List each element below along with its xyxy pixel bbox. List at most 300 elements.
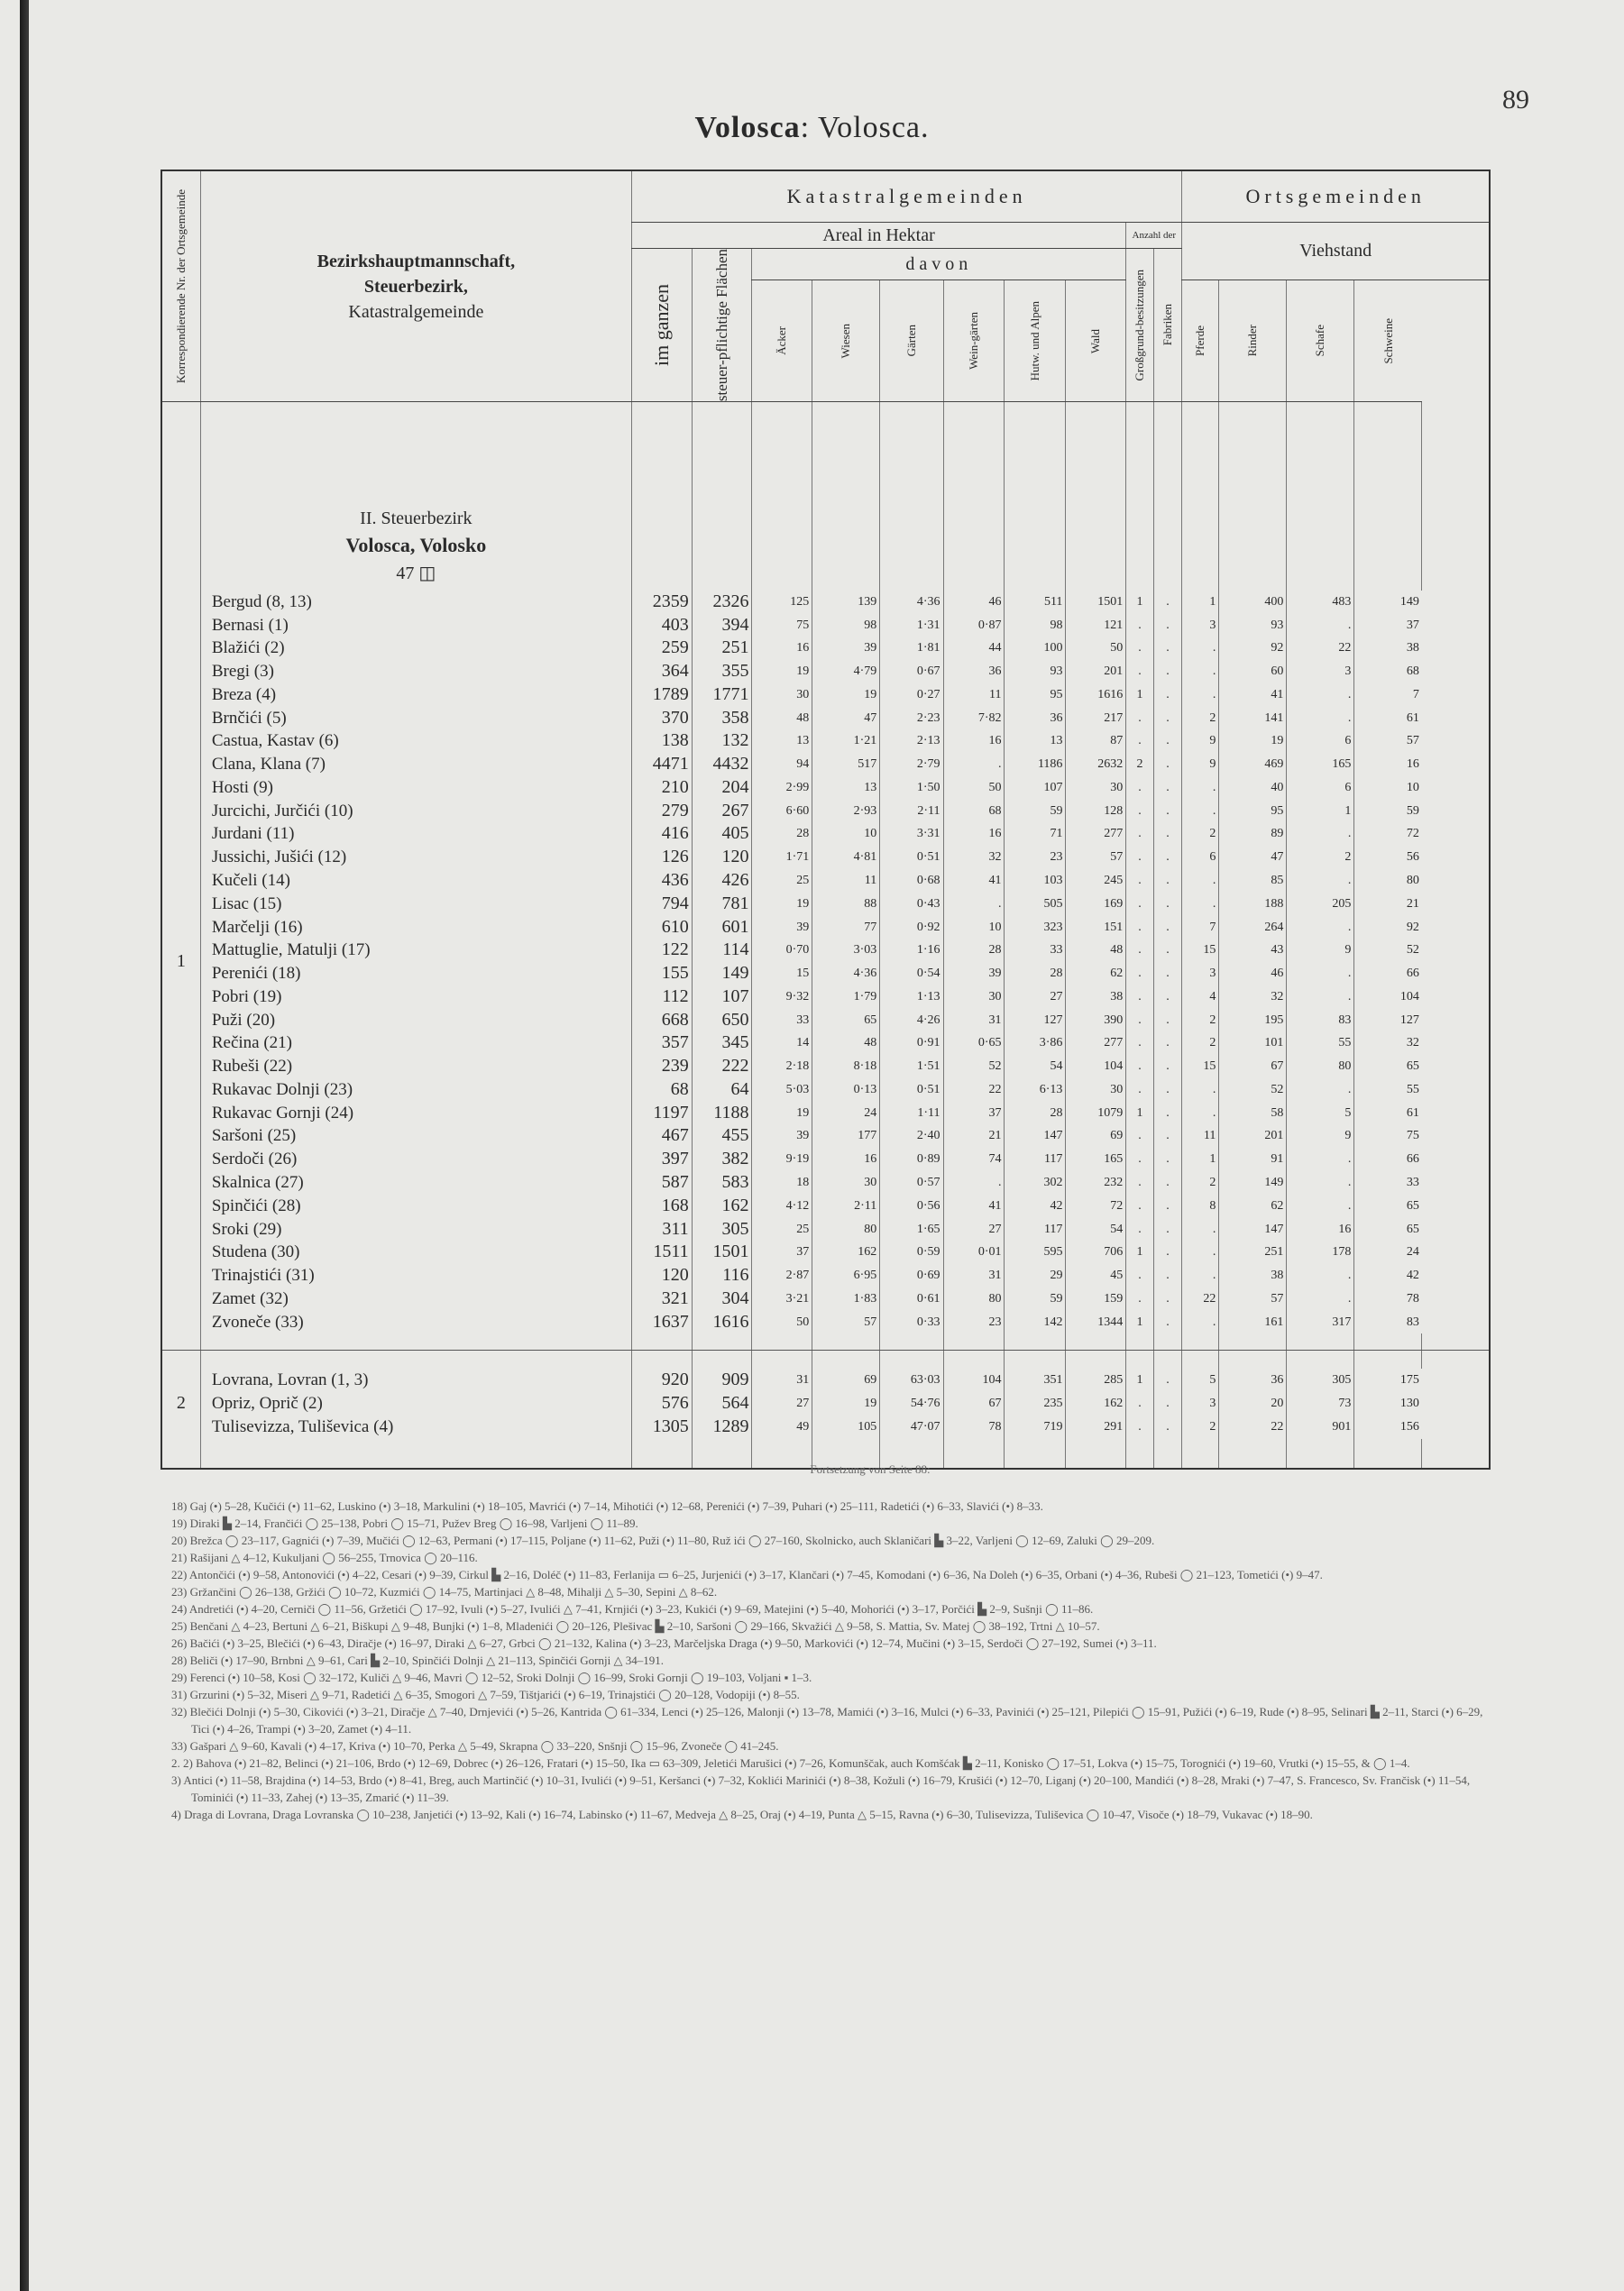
cell-s: 1771 — [692, 683, 752, 707]
cell-sw: 16 — [1354, 753, 1422, 776]
cell-w: 3·03 — [812, 939, 880, 962]
table-row — [161, 1031, 1490, 1055]
cell-h: 54 — [1005, 1055, 1066, 1078]
cell-t: 126 — [631, 846, 692, 869]
cell-f: . — [1153, 1369, 1182, 1392]
table-row — [161, 1171, 1490, 1195]
cell-r: 85 — [1219, 869, 1287, 893]
cell-sw: 68 — [1354, 660, 1422, 683]
table-row — [161, 1369, 1490, 1392]
cell-gb: . — [1126, 1124, 1153, 1148]
table-row — [161, 1288, 1490, 1311]
cell-s: 382 — [692, 1148, 752, 1171]
wiesen-header: Wiesen — [812, 280, 880, 402]
cell-wg: 41 — [943, 1195, 1005, 1218]
cell-sc: 178 — [1287, 1241, 1354, 1264]
katastralgemeinde-name: Trinajstići (31) — [200, 1264, 631, 1288]
cell-p: . — [1182, 660, 1219, 683]
cell-w: 39 — [812, 637, 880, 660]
cell-g: 54·76 — [880, 1392, 943, 1416]
cell-sc: . — [1287, 1195, 1354, 1218]
cell-wa: 62 — [1066, 962, 1126, 985]
footnotes — [171, 1461, 1488, 1823]
cell-t: 416 — [631, 823, 692, 847]
cell-sw: 127 — [1354, 1009, 1422, 1032]
cell-t: 370 — [631, 707, 692, 730]
cell-g: 2·13 — [880, 729, 943, 753]
katastralgemeinde-name: Jurcichi, Jurčići (10) — [200, 800, 631, 823]
cell-sw: 65 — [1354, 1055, 1422, 1078]
katastralgemeinde-name: Lisac (15) — [200, 893, 631, 916]
cell-s: 162 — [692, 1195, 752, 1218]
cell-s: 781 — [692, 893, 752, 916]
cell-a: 13 — [752, 729, 812, 753]
cell-a: 19 — [752, 893, 812, 916]
cell-g: 3·31 — [880, 823, 943, 847]
cell-w: 1·83 — [812, 1288, 880, 1311]
cell-t: 1637 — [631, 1311, 692, 1334]
cell-h: 100 — [1005, 637, 1066, 660]
cell-t: 587 — [631, 1171, 692, 1195]
cell-f: . — [1153, 683, 1182, 707]
footnote-item: 32) Blečići Dolnji (•) 5–30, Cikovići (•) 3–21, Diračje △ 7–40, Drnjevići (•) 5–26, Kantrida ◯ 61–334, Lenci (•) 25–126, Malonji (•) 13–78, Mamići (•) 3–16, Mulci (•) 6–33, Pavinići (•) 25–121, Pilepići ◯ 15–91, Pužići (•) 6–19, Rude (•) 8–95, Selinari ▙ 2–11, Starci (•) 6–29, Tici (•) 4–26, Trampi (•) 3–20, Zamet (•) 4–11. — [171, 1705, 1483, 1736]
katastralgemeinde-name: Perenići (18) — [200, 962, 631, 985]
cell-wa: 38 — [1066, 985, 1126, 1009]
katastralgemeinde-name: Brnčići (5) — [200, 707, 631, 730]
schafe-header: Schafe — [1287, 280, 1354, 402]
cell-gb: . — [1126, 869, 1153, 893]
cell-sc: 9 — [1287, 939, 1354, 962]
cell-wg: 23 — [943, 1311, 1005, 1334]
cell-g: 1·51 — [880, 1055, 943, 1078]
cell-h: 3·86 — [1005, 1031, 1066, 1055]
table-row — [161, 962, 1490, 985]
cell-r: 47 — [1219, 846, 1287, 869]
cell-g: 0·51 — [880, 1078, 943, 1102]
cell-p: 9 — [1182, 729, 1219, 753]
table-row — [161, 893, 1490, 916]
wein-header: Wein-gärten — [943, 280, 1005, 402]
cell-p: . — [1182, 683, 1219, 707]
cell-sc: . — [1287, 614, 1354, 637]
cell-wa: 69 — [1066, 1124, 1126, 1148]
cell-f: . — [1153, 1311, 1182, 1334]
footnote-item: 19) Diraki ▙ 2–14, Frančići ◯ 25–138, Pobri ◯ 15–71, Pužev Breg ◯ 16–98, Varljeni ◯ 11–89. — [171, 1517, 638, 1530]
katastralgemeinde-name: Rečina (21) — [200, 1031, 631, 1055]
cell-f: . — [1153, 729, 1182, 753]
cell-t: 122 — [631, 939, 692, 962]
cell-p: 15 — [1182, 939, 1219, 962]
cell-p: 2 — [1182, 1031, 1219, 1055]
cell-h: 235 — [1005, 1392, 1066, 1416]
cell-p: 6 — [1182, 846, 1219, 869]
cell-a: 9·19 — [752, 1148, 812, 1171]
cell-t: 68 — [631, 1078, 692, 1102]
cell-w: 24 — [812, 1102, 880, 1125]
cell-t: 120 — [631, 1264, 692, 1288]
cell-s: 4432 — [692, 753, 752, 776]
cell-sw: 24 — [1354, 1241, 1422, 1264]
cell-h: 505 — [1005, 893, 1066, 916]
cell-sc: 73 — [1287, 1392, 1354, 1416]
footnote-item: 18) Gaj (•) 5–28, Kučići (•) 11–62, Luskino (•) 3–18, Markulini (•) 18–105, Mavrići (•) 7–14, Mihotići (•) 12–68, Perenići (•) 7–39, Puhari (•) 25–111, Radetići (•) 6–33, Slavići (•) 8–33. — [171, 1499, 1043, 1513]
cell-sc: 5 — [1287, 1102, 1354, 1125]
cell-wa: 232 — [1066, 1171, 1126, 1195]
cell-p: 2 — [1182, 1171, 1219, 1195]
cell-f: . — [1153, 591, 1182, 614]
cell-p: 5 — [1182, 1369, 1219, 1392]
cell-g: 0·91 — [880, 1031, 943, 1055]
table-row — [161, 1218, 1490, 1242]
cell-a: 39 — [752, 1124, 812, 1148]
cell-g: 1·65 — [880, 1218, 943, 1242]
cell-r: 32 — [1219, 985, 1287, 1009]
cell-t: 668 — [631, 1009, 692, 1032]
cell-g: 0·56 — [880, 1195, 943, 1218]
cell-sc: . — [1287, 823, 1354, 847]
cell-w: 13 — [812, 776, 880, 800]
cell-wa: 245 — [1066, 869, 1126, 893]
table-row — [161, 916, 1490, 939]
cell-h: 28 — [1005, 1102, 1066, 1125]
fabriken-header: Fabriken — [1153, 249, 1182, 402]
cell-f: . — [1153, 753, 1182, 776]
cell-sw: 59 — [1354, 800, 1422, 823]
footnote-item: 26) Bačići (•) 3–25, Blečići (•) 6–43, Diračje (•) 16–97, Diraki △ 6–27, Grbci ◯ 21–132, Kalina (•) 3–23, Marčeljska Draga (•) 9–50, Markovići (•) 12–74, Mučini (•) 3–15, Serdoči ◯ 27–192, Sumei (•) 3–11. — [171, 1636, 1157, 1650]
gaerten-header: Gärten — [880, 280, 943, 402]
cell-a: 3·21 — [752, 1288, 812, 1311]
cell-sc: 6 — [1287, 776, 1354, 800]
cell-g: 0·51 — [880, 846, 943, 869]
cell-w: 65 — [812, 1009, 880, 1032]
cell-w: 517 — [812, 753, 880, 776]
cell-r: 22 — [1219, 1416, 1287, 1439]
cell-f: . — [1153, 707, 1182, 730]
cell-gb: . — [1126, 776, 1153, 800]
cell-a: 39 — [752, 916, 812, 939]
cell-s: 132 — [692, 729, 752, 753]
cell-wa: 57 — [1066, 846, 1126, 869]
cell-p: 4 — [1182, 985, 1219, 1009]
cell-r: 400 — [1219, 591, 1287, 614]
katastralgemeinde-name: Bernasi (1) — [200, 614, 631, 637]
cell-gb: . — [1126, 637, 1153, 660]
davon-header: davon — [752, 249, 1126, 280]
cell-r: 89 — [1219, 823, 1287, 847]
cell-a: 1·71 — [752, 846, 812, 869]
cell-r: 38 — [1219, 1264, 1287, 1288]
cell-sw: 52 — [1354, 939, 1422, 962]
cell-w: 1·79 — [812, 985, 880, 1009]
cell-sc: 317 — [1287, 1311, 1354, 1334]
cell-a: 31 — [752, 1369, 812, 1392]
cell-a: 28 — [752, 823, 812, 847]
katastralgemeinde-name: Hosti (9) — [200, 776, 631, 800]
cell-s: 1188 — [692, 1102, 752, 1125]
cell-a: 25 — [752, 1218, 812, 1242]
cell-wa: 128 — [1066, 800, 1126, 823]
cell-f: . — [1153, 1055, 1182, 1078]
cell-sw: 33 — [1354, 1171, 1422, 1195]
katastralgemeinde-name: Castua, Kastav (6) — [200, 729, 631, 753]
cell-a: 48 — [752, 707, 812, 730]
cell-p: . — [1182, 1078, 1219, 1102]
cell-s: 405 — [692, 823, 752, 847]
cell-sw: 175 — [1354, 1369, 1422, 1392]
cell-wa: 121 — [1066, 614, 1126, 637]
cell-h: 28 — [1005, 962, 1066, 985]
cell-gb: . — [1126, 893, 1153, 916]
cell-t: 1197 — [631, 1102, 692, 1125]
cell-wa: 169 — [1066, 893, 1126, 916]
cell-h: 117 — [1005, 1148, 1066, 1171]
cell-w: 98 — [812, 614, 880, 637]
cell-h: 33 — [1005, 939, 1066, 962]
table-row — [161, 1416, 1490, 1439]
cell-sc: 2 — [1287, 846, 1354, 869]
cell-gb: 2 — [1126, 753, 1153, 776]
table-row — [161, 1195, 1490, 1218]
cell-a: 5·03 — [752, 1078, 812, 1102]
cell-f: . — [1153, 1264, 1182, 1288]
cell-h: 117 — [1005, 1218, 1066, 1242]
cell-sc: 205 — [1287, 893, 1354, 916]
cell-g: 4·26 — [880, 1009, 943, 1032]
table-row — [161, 1392, 1490, 1416]
cell-g: 1·81 — [880, 637, 943, 660]
cell-g: 1·50 — [880, 776, 943, 800]
cell-wg: 52 — [943, 1055, 1005, 1078]
cell-s: 564 — [692, 1392, 752, 1416]
cell-r: 41 — [1219, 683, 1287, 707]
cell-wg: 27 — [943, 1218, 1005, 1242]
cell-r: 469 — [1219, 753, 1287, 776]
cell-s: 601 — [692, 916, 752, 939]
cell-sc: 6 — [1287, 729, 1354, 753]
katastralgemeinde-name: Skalnica (27) — [200, 1171, 631, 1195]
footnote-item: 24) Andretići (•) 4–20, Cerniči ◯ 11–56, Gržetići ◯ 17–92, Ivuli (•) 5–27, Ivulići △ 7–41, Krnjići (•) 3–23, Kukići (•) 9–69, Matejini (•) 5–40, Mohorići (•) 3–17, Porčići ▙ 2–9, Sušnji ◯ 11–86. — [171, 1602, 1094, 1616]
cell-s: 305 — [692, 1218, 752, 1242]
table-row — [161, 1241, 1490, 1264]
cell-gb: . — [1126, 1195, 1153, 1218]
cell-p: 2 — [1182, 1416, 1219, 1439]
cell-f: . — [1153, 1218, 1182, 1242]
cell-h: 323 — [1005, 916, 1066, 939]
cell-a: 75 — [752, 614, 812, 637]
cell-s: 120 — [692, 846, 752, 869]
cell-w: 30 — [812, 1171, 880, 1195]
cell-sc: . — [1287, 1288, 1354, 1311]
cell-g: 0·69 — [880, 1264, 943, 1288]
cell-t: 576 — [631, 1392, 692, 1416]
cell-f: . — [1153, 1392, 1182, 1416]
cell-f: . — [1153, 1288, 1182, 1311]
cell-wa: 277 — [1066, 823, 1126, 847]
cell-gb: 1 — [1126, 1102, 1153, 1125]
cell-p: 9 — [1182, 753, 1219, 776]
cell-sw: 149 — [1354, 591, 1422, 614]
cell-sc: . — [1287, 1148, 1354, 1171]
katastralgemeinde-name: Marčelji (16) — [200, 916, 631, 939]
cell-gb: . — [1126, 962, 1153, 985]
cell-gb: . — [1126, 707, 1153, 730]
rinder-header: Rinder — [1219, 280, 1287, 402]
cell-wg: 32 — [943, 846, 1005, 869]
cell-wa: 291 — [1066, 1416, 1126, 1439]
cell-g: 0·59 — [880, 1241, 943, 1264]
cell-r: 92 — [1219, 637, 1287, 660]
cell-gb: . — [1126, 660, 1153, 683]
cell-w: 16 — [812, 1148, 880, 1171]
cell-gb: . — [1126, 1055, 1153, 1078]
table-row — [161, 637, 1490, 660]
cell-sw: 80 — [1354, 869, 1422, 893]
cell-wa: 217 — [1066, 707, 1126, 730]
cell-p: . — [1182, 1311, 1219, 1334]
cell-sc: . — [1287, 962, 1354, 985]
cell-g: 1·11 — [880, 1102, 943, 1125]
cell-h: 127 — [1005, 1009, 1066, 1032]
cell-a: 6·60 — [752, 800, 812, 823]
cell-t: 279 — [631, 800, 692, 823]
cell-t: 436 — [631, 869, 692, 893]
cell-wa: 1501 — [1066, 591, 1126, 614]
cell-h: 42 — [1005, 1195, 1066, 1218]
table-row — [161, 1009, 1490, 1032]
cell-sw: 37 — [1354, 614, 1422, 637]
table-row — [161, 823, 1490, 847]
cell-sw: 66 — [1354, 1148, 1422, 1171]
footnote-item: 3) Antici (•) 11–58, Brajdina (•) 14–53, Brdo (•) 8–41, Breg, auch Martinčić (•) 10–31, Ivulići (•) 9–51, Keršanci (•) 7–32, Koklići Marinići (•) 8–38, Kožuli (•) 16–79, Krušići (•) 12–70, Liganj (•) 20–100, Mandići (•) 8–28, Mraki (•) 7–47, S. Francesco, Sv. Frančisk (•) 11–54, Tominići (•) 11–33, Zahej (•) 13–35, Zmarić (•) 11–39. — [171, 1773, 1471, 1804]
table-row — [161, 1055, 1490, 1078]
cell-sw: 10 — [1354, 776, 1422, 800]
cell-a: 30 — [752, 683, 812, 707]
district-heading: II. Steuerbezirk Volosca, Volosko 47 ◫ — [200, 402, 631, 591]
cell-gb: . — [1126, 729, 1153, 753]
katastralgemeinde-name: Studena (30) — [200, 1241, 631, 1264]
cell-r: 201 — [1219, 1124, 1287, 1148]
cell-gb: . — [1126, 800, 1153, 823]
cell-w: 47 — [812, 707, 880, 730]
cell-w: 2·93 — [812, 800, 880, 823]
cell-wg: 31 — [943, 1009, 1005, 1032]
cell-sw: 32 — [1354, 1031, 1422, 1055]
cell-f: . — [1153, 1031, 1182, 1055]
cell-sc: . — [1287, 1264, 1354, 1288]
cell-g: 2·11 — [880, 800, 943, 823]
cell-h: 107 — [1005, 776, 1066, 800]
katastralgemeinde-name: Jussichi, Jušići (12) — [200, 846, 631, 869]
table-row — [161, 753, 1490, 776]
anzahl-header: Anzahl der — [1126, 223, 1182, 249]
cell-t: 610 — [631, 916, 692, 939]
cell-h: 147 — [1005, 1124, 1066, 1148]
cell-g: 63·03 — [880, 1369, 943, 1392]
cell-sc: 16 — [1287, 1218, 1354, 1242]
cell-p: 1 — [1182, 1148, 1219, 1171]
cell-h: 595 — [1005, 1241, 1066, 1264]
cell-a: 4·12 — [752, 1195, 812, 1218]
cell-s: 251 — [692, 637, 752, 660]
cell-w: 162 — [812, 1241, 880, 1264]
cell-gb: 1 — [1126, 1311, 1153, 1334]
cell-a: 19 — [752, 660, 812, 683]
cell-w: 57 — [812, 1311, 880, 1334]
statistics-table — [161, 170, 1491, 1470]
cell-g: 0·61 — [880, 1288, 943, 1311]
cell-f: . — [1153, 939, 1182, 962]
cell-h: 1186 — [1005, 753, 1066, 776]
cell-p: 22 — [1182, 1288, 1219, 1311]
cell-a: 2·87 — [752, 1264, 812, 1288]
footnote-item: 21) Rašijani △ 4–12, Kukuljani ◯ 56–255, Trnovica ◯ 20–116. — [171, 1551, 478, 1564]
katastralgemeinde-name: Sroki (29) — [200, 1218, 631, 1242]
katastralgemeinde-name: Zamet (32) — [200, 1288, 631, 1311]
cell-s: 345 — [692, 1031, 752, 1055]
footnote-continued: Fortsetzung von Seite 88: — [810, 1462, 931, 1476]
cell-wg: 28 — [943, 939, 1005, 962]
cell-sc: . — [1287, 1171, 1354, 1195]
cell-p: 8 — [1182, 1195, 1219, 1218]
katastralgemeinde-name: Rukavac Gornji (24) — [200, 1102, 631, 1125]
cell-s: 114 — [692, 939, 752, 962]
cell-gb: 1 — [1126, 591, 1153, 614]
cell-wa: 159 — [1066, 1288, 1126, 1311]
katastralgemeinde-name: Saršoni (25) — [200, 1124, 631, 1148]
cell-wa: 30 — [1066, 776, 1126, 800]
katastralgemeinde-name: Rubeši (22) — [200, 1055, 631, 1078]
cell-h: 93 — [1005, 660, 1066, 683]
cell-f: . — [1153, 1416, 1182, 1439]
katastralgemeinde-name: Pobri (19) — [200, 985, 631, 1009]
cell-sw: 104 — [1354, 985, 1422, 1009]
katastralgemeinde-name: Opriz, Oprič (2) — [200, 1392, 631, 1416]
cell-r: 58 — [1219, 1102, 1287, 1125]
cell-h: 71 — [1005, 823, 1066, 847]
cell-sc: 305 — [1287, 1369, 1354, 1392]
cell-r: 101 — [1219, 1031, 1287, 1055]
cell-wa: 2632 — [1066, 753, 1126, 776]
cell-g: 2·23 — [880, 707, 943, 730]
cell-wg: 37 — [943, 1102, 1005, 1125]
cell-p: . — [1182, 1264, 1219, 1288]
cell-gb: . — [1126, 1148, 1153, 1171]
cell-sw: 156 — [1354, 1416, 1422, 1439]
cell-s: 304 — [692, 1288, 752, 1311]
cell-g: 1·13 — [880, 985, 943, 1009]
cell-gb: . — [1126, 1218, 1153, 1242]
cell-sc: . — [1287, 707, 1354, 730]
cell-w: 2·11 — [812, 1195, 880, 1218]
cell-gb: . — [1126, 1031, 1153, 1055]
cell-w: 80 — [812, 1218, 880, 1242]
cell-wg: 46 — [943, 591, 1005, 614]
cell-w: 139 — [812, 591, 880, 614]
cell-a: 2·18 — [752, 1055, 812, 1078]
name-header: Bezirkshauptmannschaft, Steuerbezirk, Katastralgemeinde — [200, 170, 631, 402]
footnote-item: 33) Gašpari △ 9–60, Kavali (•) 4–17, Kriva (•) 10–70, Perka △ 5–49, Skrapna ◯ 33–220, Snšnji ◯ 15–96, Zvoneče ◯ 41–245. — [171, 1739, 779, 1753]
cell-t: 311 — [631, 1218, 692, 1242]
cell-sc: . — [1287, 683, 1354, 707]
cell-sc: . — [1287, 985, 1354, 1009]
table-row — [161, 1264, 1490, 1288]
cell-wa: 165 — [1066, 1148, 1126, 1171]
cell-wa: 201 — [1066, 660, 1126, 683]
cell-s: 394 — [692, 614, 752, 637]
aecker-header: Äcker — [752, 280, 812, 402]
footnote-item: 23) Gržančini ◯ 26–138, Gržići ◯ 10–72, Kuzmići ◯ 14–75, Martinjaci △ 8–48, Mihalji △ 5–30, Sepini △ 8–62. — [171, 1585, 718, 1599]
cell-wg: 50 — [943, 776, 1005, 800]
